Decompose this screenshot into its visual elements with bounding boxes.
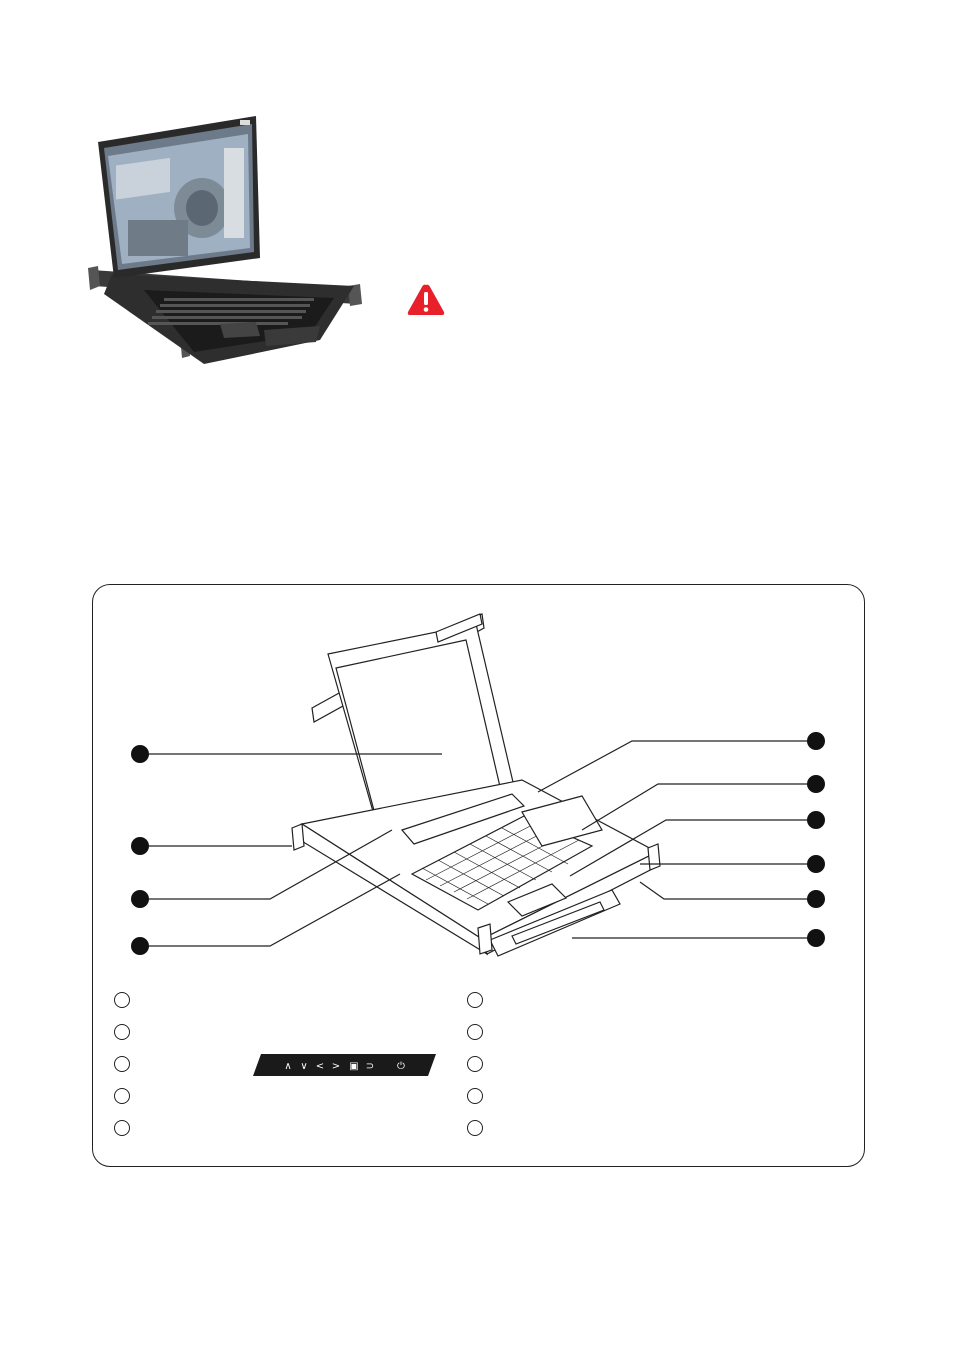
osd-button-bar [253, 1054, 436, 1076]
legend-item-3 [114, 1056, 130, 1072]
up-arrow-icon: ∧ [284, 1061, 292, 1072]
exit-icon: ⊃ [365, 1061, 375, 1072]
warning-triangle-icon [406, 283, 446, 317]
right-arrow-icon: > [331, 1061, 341, 1072]
legend-item-4 [114, 1088, 130, 1104]
lcd-console-line-drawing [92, 584, 865, 1167]
legend-item-9 [467, 1088, 483, 1104]
legend-item-6 [467, 992, 483, 1008]
legend-item-1 [114, 992, 130, 1008]
legend-item-10 [467, 1120, 483, 1136]
legend-item-7 [467, 1024, 483, 1040]
power-icon: ⏻ [397, 1061, 405, 1072]
left-arrow-icon: < [315, 1061, 325, 1072]
menu-icon: ▣ [349, 1061, 359, 1072]
legend-item-5 [114, 1120, 130, 1136]
product-photo [84, 108, 374, 370]
legend-item-2 [114, 1024, 130, 1040]
legend-item-8 [467, 1056, 483, 1072]
down-arrow-icon: ∨ [300, 1061, 308, 1072]
